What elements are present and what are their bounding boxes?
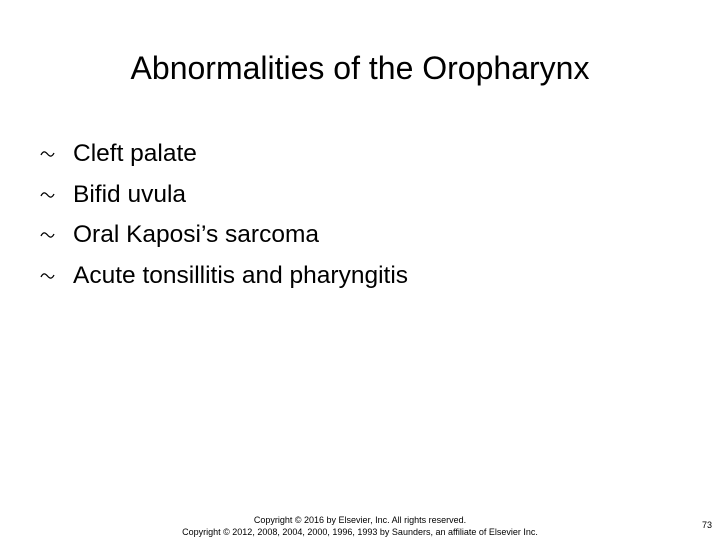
copyright-footer — [140, 514, 580, 538]
bullet-text: Acute tonsillitis and pharyngitis — [73, 261, 409, 289]
bullet-list — [40, 134, 408, 296]
page-number: 73 — [701, 520, 712, 530]
bullet-text: Cleft palate — [73, 140, 197, 168]
wave-bullet-icon — [40, 191, 73, 199]
bullet-text: Bifid uvula — [73, 180, 187, 208]
slide-title: Abnormalities of the Oropharynx — [130, 50, 590, 86]
bullet-item — [40, 134, 408, 175]
wave-bullet-icon — [40, 150, 73, 158]
bullet-item — [40, 215, 408, 256]
copyright-line-1: Copyright © 2016 by Elsevier, Inc. All rights reserved. — [253, 515, 467, 525]
bullet-item — [40, 256, 408, 297]
wave-bullet-icon — [40, 272, 73, 280]
wave-bullet-icon — [40, 231, 73, 239]
bullet-item — [40, 175, 408, 216]
copyright-line-2: Copyright © 2012, 2008, 2004, 2000, 1996, 1993 by Saunders, an affiliate of Elsevier Inc. — [182, 527, 538, 537]
bullet-text: Oral Kaposi’s sarcoma — [73, 221, 320, 249]
